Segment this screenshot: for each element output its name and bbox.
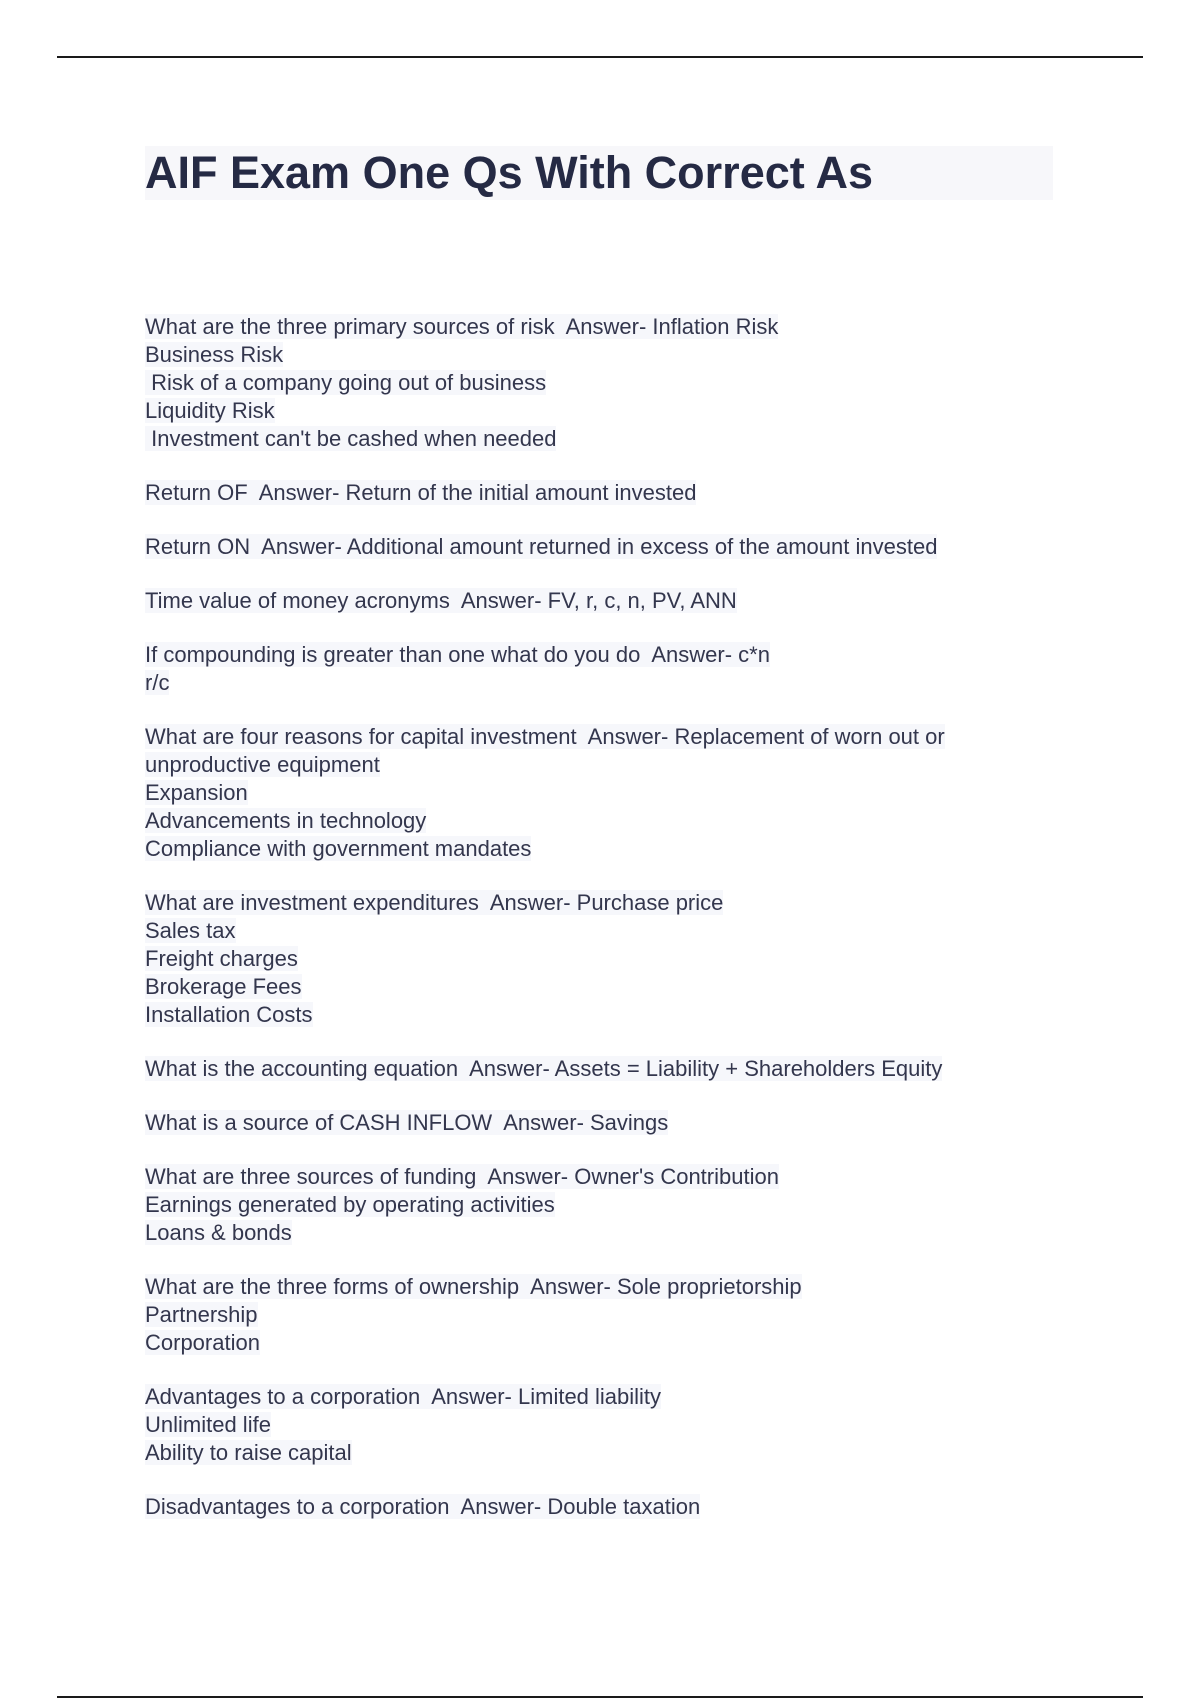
qa-question-line bbox=[145, 479, 1065, 507]
qa-line-text: Installation Costs bbox=[145, 1002, 313, 1027]
qa-answer-line bbox=[145, 807, 1065, 835]
footer-rule bbox=[57, 1696, 1143, 1698]
qa-question-line bbox=[145, 1109, 1065, 1137]
title-block bbox=[145, 146, 1053, 200]
qa-answer-line bbox=[145, 973, 1065, 1001]
qa-line-text: What are three sources of funding Answer- Owner's Contribution bbox=[145, 1164, 779, 1189]
qa-line-text: What is a source of CASH INFLOW Answer- Savings bbox=[145, 1110, 669, 1135]
qa-line-text: Investment can't be cashed when needed bbox=[145, 426, 557, 451]
qa-question-line bbox=[145, 1273, 1065, 1301]
qa-question-line bbox=[145, 723, 1065, 751]
qa-item bbox=[145, 533, 1065, 561]
qa-item bbox=[145, 1163, 1065, 1247]
qa-question-line bbox=[145, 313, 1065, 341]
qa-line-text: Compliance with government mandates bbox=[145, 836, 532, 861]
qa-item bbox=[145, 889, 1065, 1029]
qa-answer-line bbox=[145, 779, 1065, 807]
qa-line-text: Ability to raise capital bbox=[145, 1440, 352, 1465]
qa-answer-line bbox=[145, 1439, 1065, 1467]
qa-line-text: What are the three forms of ownership Answer- Sole proprietorship bbox=[145, 1274, 802, 1299]
qa-answer-line bbox=[145, 1219, 1065, 1247]
qa-question-line bbox=[145, 641, 1065, 669]
qa-line-text: Disadvantages to a corporation Answer- Double taxation bbox=[145, 1494, 701, 1519]
header-rule bbox=[57, 56, 1143, 58]
qa-question-line bbox=[145, 1055, 1065, 1083]
qa-line-text: What are investment expenditures Answer- Purchase price bbox=[145, 890, 724, 915]
qa-answer-line bbox=[145, 1301, 1065, 1329]
qa-answer-line bbox=[145, 669, 1065, 697]
qa-line-text: Risk of a company going out of business bbox=[145, 370, 547, 395]
qa-line-text: Advantages to a corporation Answer- Limited liability bbox=[145, 1384, 662, 1409]
qa-item bbox=[145, 1493, 1065, 1521]
qa-line-text: Business Risk bbox=[145, 342, 284, 367]
qa-question-line bbox=[145, 1383, 1065, 1411]
qa-line-text: Liquidity Risk bbox=[145, 398, 275, 423]
qa-line-text: unproductive equipment bbox=[145, 752, 380, 777]
qa-question-line bbox=[145, 533, 1065, 561]
qa-answer-line bbox=[145, 1191, 1065, 1219]
qa-line-text: Expansion bbox=[145, 780, 248, 805]
qa-question-line bbox=[145, 587, 1065, 615]
qa-line-text: Freight charges bbox=[145, 946, 298, 971]
qa-line-text: Return OF Answer- Return of the initial amount invested bbox=[145, 480, 697, 505]
qa-answer-line bbox=[145, 369, 1065, 397]
qa-list bbox=[145, 313, 1065, 1547]
qa-answer-line bbox=[145, 835, 1065, 863]
qa-item bbox=[145, 723, 1065, 863]
qa-item bbox=[145, 1109, 1065, 1137]
qa-line-text: If compounding is greater than one what do you do Answer- c*n bbox=[145, 642, 770, 667]
qa-line-text: Sales tax bbox=[145, 918, 236, 943]
qa-line-text: Time value of money acronyms Answer- FV, r, c, n, PV, ANN bbox=[145, 588, 737, 613]
qa-question-line bbox=[145, 889, 1065, 917]
qa-question-line bbox=[145, 1163, 1065, 1191]
qa-answer-line bbox=[145, 1411, 1065, 1439]
qa-item bbox=[145, 313, 1065, 453]
qa-answer-line bbox=[145, 425, 1065, 453]
qa-answer-line bbox=[145, 397, 1065, 425]
qa-item bbox=[145, 479, 1065, 507]
qa-line-text: Partnership bbox=[145, 1302, 258, 1327]
qa-line-text: What are four reasons for capital investment Answer- Replacement of worn out or bbox=[145, 724, 945, 749]
qa-answer-line bbox=[145, 1329, 1065, 1357]
qa-item bbox=[145, 641, 1065, 697]
qa-line-text: Corporation bbox=[145, 1330, 260, 1355]
qa-answer-line bbox=[145, 341, 1065, 369]
qa-line-text: Advancements in technology bbox=[145, 808, 427, 833]
qa-line-text: Earnings generated by operating activities bbox=[145, 1192, 555, 1217]
document-title: AIF Exam One Qs With Correct As bbox=[145, 147, 874, 198]
qa-item bbox=[145, 587, 1065, 615]
qa-question-line bbox=[145, 1493, 1065, 1521]
qa-line-text: Unlimited life bbox=[145, 1412, 271, 1437]
qa-answer-line bbox=[145, 917, 1065, 945]
qa-item bbox=[145, 1383, 1065, 1467]
qa-line-text: r/c bbox=[145, 670, 170, 695]
qa-item bbox=[145, 1055, 1065, 1083]
qa-line-text: What are the three primary sources of risk Answer- Inflation Risk bbox=[145, 314, 779, 339]
qa-answer-line bbox=[145, 751, 1065, 779]
qa-item bbox=[145, 1273, 1065, 1357]
qa-line-text: What is the accounting equation Answer- Assets = Liability + Shareholders Equity bbox=[145, 1056, 943, 1081]
qa-line-text: Loans & bonds bbox=[145, 1220, 292, 1245]
qa-line-text: Brokerage Fees bbox=[145, 974, 302, 999]
qa-answer-line bbox=[145, 945, 1065, 973]
qa-line-text: Return ON Answer- Additional amount returned in excess of the amount invested bbox=[145, 534, 938, 559]
qa-answer-line bbox=[145, 1001, 1065, 1029]
